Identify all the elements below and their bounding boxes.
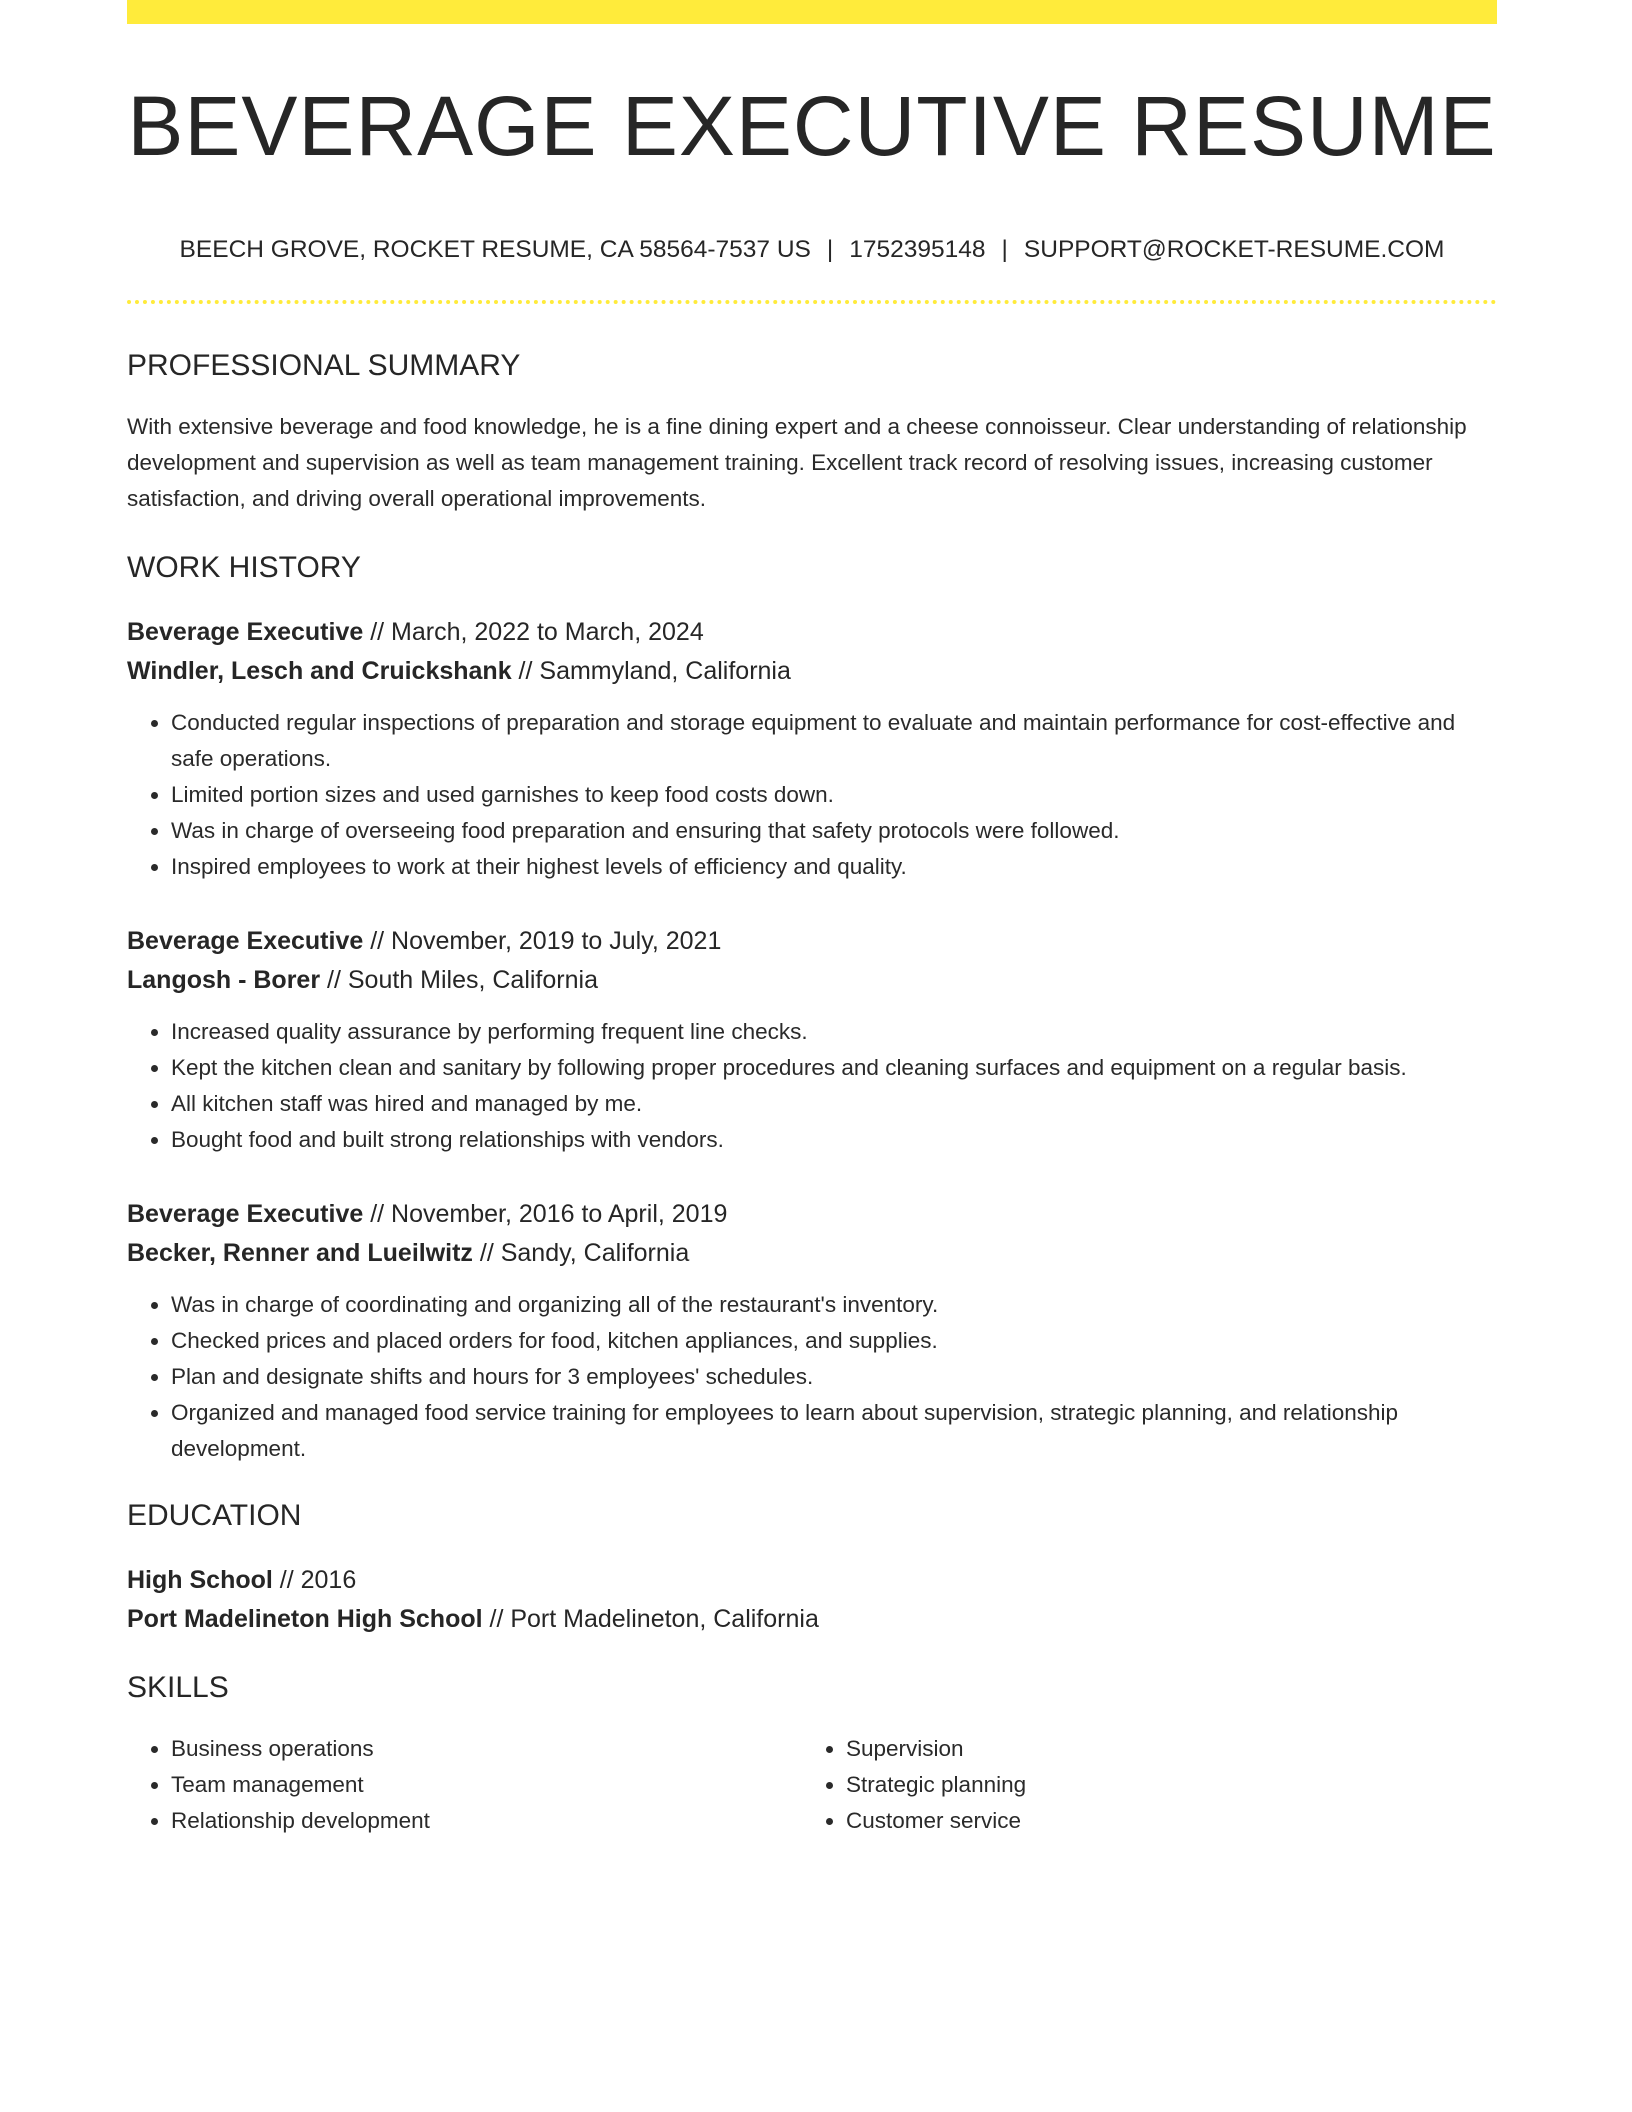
education-entry xyxy=(127,1561,1497,1639)
dotted-divider xyxy=(127,300,1497,304)
job-company-line xyxy=(127,1234,1497,1273)
skill-item: • Supervision xyxy=(846,1731,1477,1767)
job-title: Beverage Executive xyxy=(127,617,364,646)
education-heading: EDUCATION xyxy=(127,1498,302,1532)
resume-page xyxy=(127,0,1497,1839)
education-location: // Port Madelineton, California xyxy=(482,1604,819,1633)
list-item: • All kitchen staff was hired and managed by me. xyxy=(171,1086,1497,1122)
job-entry xyxy=(127,922,1497,1158)
education-degree-line xyxy=(127,1561,1497,1600)
job-bullets xyxy=(127,1014,1497,1158)
skills-column-left xyxy=(127,1731,802,1839)
job-company: Windler, Lesch and Cruickshank xyxy=(127,656,512,685)
job-company: Becker, Renner and Lueilwitz xyxy=(127,1238,473,1267)
job-title: Beverage Executive xyxy=(127,926,364,955)
work-history-heading: WORK HISTORY xyxy=(127,550,361,584)
skill-item: • Relationship development xyxy=(171,1803,802,1839)
list-item: • Was in charge of overseeing food preparation and ensuring that safety protocols were followed. xyxy=(171,813,1497,849)
job-title-line xyxy=(127,922,1497,961)
contact-separator: | xyxy=(826,236,834,263)
contact-line xyxy=(127,238,1497,263)
list-item: • Bought food and built strong relationships with vendors. xyxy=(171,1122,1497,1158)
job-company: Langosh - Borer xyxy=(127,965,321,994)
list-item: • Organized and managed food service training for employees to learn about supervision, strategic planning, and relationship development. xyxy=(171,1395,1497,1467)
contact-address: BEECH GROVE, ROCKET RESUME, CA 58564-7537 US xyxy=(179,236,811,263)
job-title: Beverage Executive xyxy=(127,1199,364,1228)
list-item: • Was in charge of coordinating and organizing all of the restaurant's inventory. xyxy=(171,1287,1497,1323)
list-item: • Limited portion sizes and used garnishes to keep food costs down. xyxy=(171,777,1497,813)
list-item: • Kept the kitchen clean and sanitary by following proper procedures and cleaning surfaces and equipment on a regular basis. xyxy=(171,1050,1497,1086)
contact-phone: 1752395148 xyxy=(849,236,986,263)
job-entry xyxy=(127,1195,1497,1467)
education-school: Port Madelineton High School xyxy=(127,1604,483,1633)
summary-text: With extensive beverage and food knowledge, he is a fine dining expert and a cheese connoisseur. Clear understanding of relationship development and supervision as well as team management training. Excellent track record of resolving issues, increasing customer satisfaction, and driving overall operational improvements. xyxy=(127,413,1467,511)
job-company-line xyxy=(127,961,1497,1000)
job-company-line xyxy=(127,652,1497,691)
list-item: • Inspired employees to work at their highest levels of efficiency and quality. xyxy=(171,849,1497,885)
list-item: • Plan and designate shifts and hours for 3 employees' schedules. xyxy=(171,1359,1497,1395)
job-title-line xyxy=(127,613,1497,652)
skill-item: • Customer service xyxy=(846,1803,1477,1839)
contact-separator: | xyxy=(1001,236,1008,263)
job-bullets xyxy=(127,1287,1497,1467)
summary-heading: PROFESSIONAL SUMMARY xyxy=(127,348,521,382)
resume-title: BEVERAGE EXECUTIVE RESUME xyxy=(127,79,1497,173)
list-item: • Conducted regular inspections of preparation and storage equipment to evaluate and maintain performance for cost-effective and safe operations. xyxy=(171,705,1497,777)
skills-heading: SKILLS xyxy=(127,1670,229,1704)
education-year: // 2016 xyxy=(272,1565,357,1594)
skills-list xyxy=(127,1731,1497,1839)
skills-column-right xyxy=(802,1731,1477,1839)
job-dates: // March, 2022 to March, 2024 xyxy=(363,617,704,646)
skill-item: • Strategic planning xyxy=(846,1767,1477,1803)
job-location: // Sandy, California xyxy=(472,1238,690,1267)
education-degree: High School xyxy=(127,1565,273,1594)
job-location: // Sammyland, California xyxy=(511,656,791,685)
job-location: // South Miles, California xyxy=(320,965,598,994)
job-dates: // November, 2016 to April, 2019 xyxy=(363,1199,728,1228)
skill-item: • Business operations xyxy=(171,1731,802,1767)
accent-bar xyxy=(127,0,1497,24)
education-school-line xyxy=(127,1600,1497,1639)
job-bullets xyxy=(127,705,1497,885)
job-title-line xyxy=(127,1195,1497,1234)
job-dates: // November, 2019 to July, 2021 xyxy=(363,926,722,955)
job-entry xyxy=(127,613,1497,885)
skill-item: • Team management xyxy=(171,1767,802,1803)
list-item: • Checked prices and placed orders for food, kitchen appliances, and supplies. xyxy=(171,1323,1497,1359)
contact-email: SUPPORT@ROCKET-RESUME.COM xyxy=(1023,236,1445,263)
list-item: • Increased quality assurance by performing frequent line checks. xyxy=(171,1014,1497,1050)
